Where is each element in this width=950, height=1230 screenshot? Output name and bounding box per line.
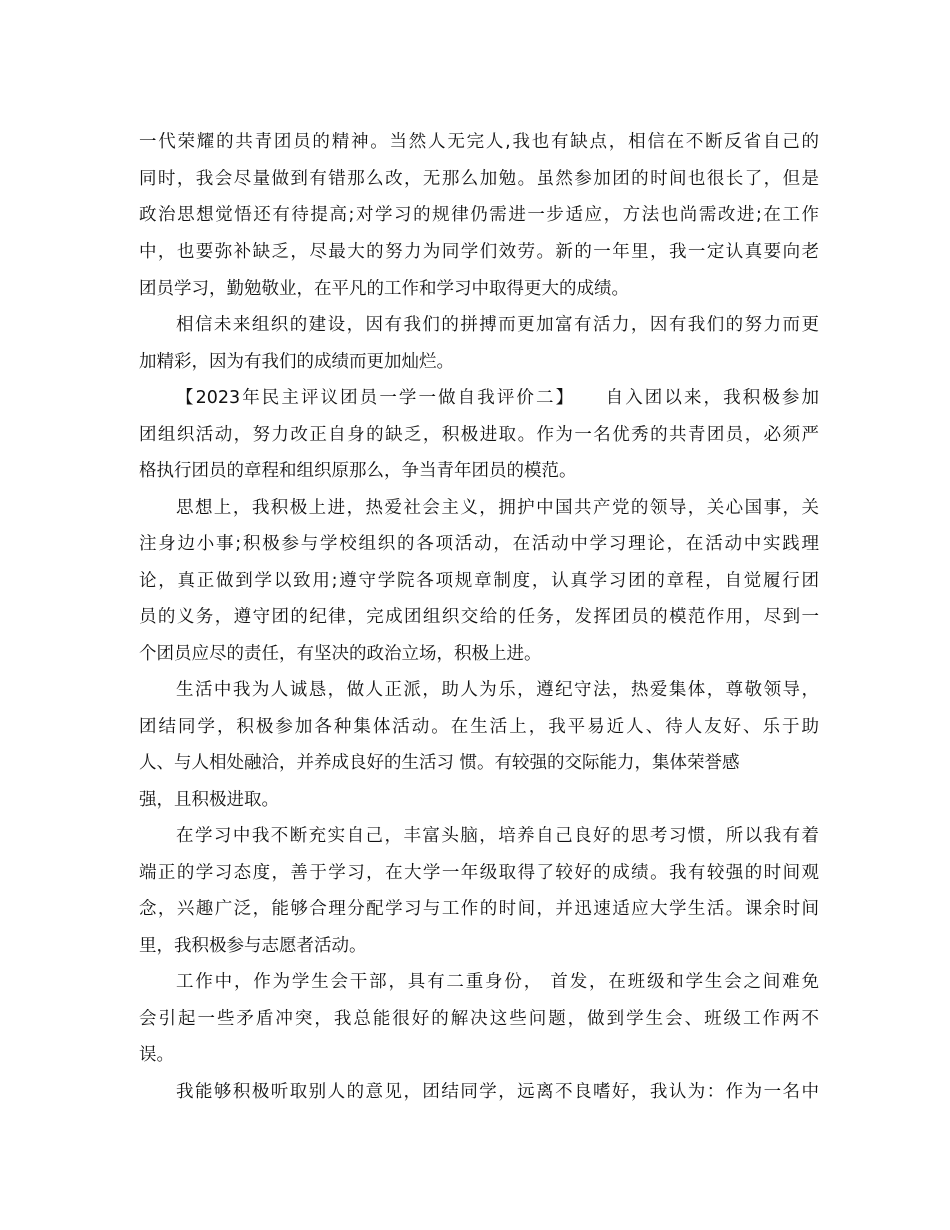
text-line: 工作中，作为学生会干部，具有二重身份， 首发，在班级和学生会之间难免 xyxy=(176,972,819,992)
text-line: 我能够积极听取别人的意见，团结同学，远离不良嗜好，我认为：作为一名中 xyxy=(176,1082,819,1102)
text-line: 误。 xyxy=(139,1045,174,1065)
text-line: 里，我积极参与志愿者活动。 xyxy=(139,936,367,956)
text-line: 相信未来组织的建设，因有我们的拼搏而更加富有活力，因有我们的努力而更 xyxy=(176,315,819,335)
text-line: 一代荣耀的共青团员的精神。当然人无完人,我也有缺点，相信在不断反省自己的 xyxy=(139,132,819,152)
text-line: 同时，我会尽量做到有错那么改，无那么加勉。虽然参加团的时间也很长了，但是 xyxy=(139,169,819,189)
text-line: 念，兴趣广泛，能够合理分配学习与工作的时间，并迅速适应大学生活。课余时间 xyxy=(139,899,819,919)
text-line: 格执行团员的章程和组织原那么，争当青年团员的模范。 xyxy=(139,461,577,481)
text-line: 个团员应尽的责任，有坚决的政治立场，积极上进。 xyxy=(139,644,542,664)
text-line: 中，也要弥补缺乏，尽最大的努力为同学们效劳。新的一年里，我一定认真要向老 xyxy=(139,242,819,262)
text-line: 在学习中我不断充实自己，丰富头脑，培养自己良好的思考习惯，所以我有着 xyxy=(176,826,819,846)
text-line: 团组织活动，努力改正自身的缺乏，积极进取。作为一名优秀的共青团员，必须严 xyxy=(139,425,819,445)
text-line: 生活中我为人诚恳，做人正派，助人为乐，遵纪守法，热爱集体，尊敬领导， xyxy=(176,680,819,700)
text-line: 团结同学，积极参加各种集体活动。在生活上，我平易近人、待人友好、乐于助 xyxy=(139,717,819,737)
text-line: 端正的学习态度，善于学习，在大学一年级取得了较好的成绩。我有较强的时间观 xyxy=(139,863,819,883)
text-line: 论，真正做到学以致用;遵守学院各项规章制度，认真学习团的章程，自觉履行团 xyxy=(139,571,819,591)
text-line: 加精彩，因为有我们的成绩而更加灿烂。 xyxy=(139,352,454,372)
text-line: 思想上，我积极上进，热爱社会主义，拥护中国共产党的领导，关心国事，关 xyxy=(176,498,819,518)
text-line: 强，且积极进取。 xyxy=(139,790,279,810)
text-line: 注身边小事;积极参与学校组织的各项活动，在活动中学习理论，在活动中实践理 xyxy=(139,534,819,554)
text-line: 员的义务，遵守团的纪律，完成团组织交给的任务，发挥团员的模范作用，尽到一 xyxy=(139,607,819,627)
section-heading-line: 【2023年民主评议团员一学一做自我评价二】 自入团以来，我积极参加 xyxy=(176,388,819,408)
text-line: 会引起一些矛盾冲突，我总能很好的解决这些问题，做到学生会、班级工作两不 xyxy=(139,1009,819,1029)
text-line: 人、与人相处融洽，并养成良好的生活习 惯。有较强的交际能力，集体荣誉感 xyxy=(139,753,740,773)
text-line: 团员学习，勤勉敬业，在平凡的工作和学习中取得更大的成绩。 xyxy=(139,279,629,299)
text-line: 政治思想觉悟还有待提高;对学习的规律仍需进一步适应，方法也尚需改进;在工作 xyxy=(139,205,819,225)
